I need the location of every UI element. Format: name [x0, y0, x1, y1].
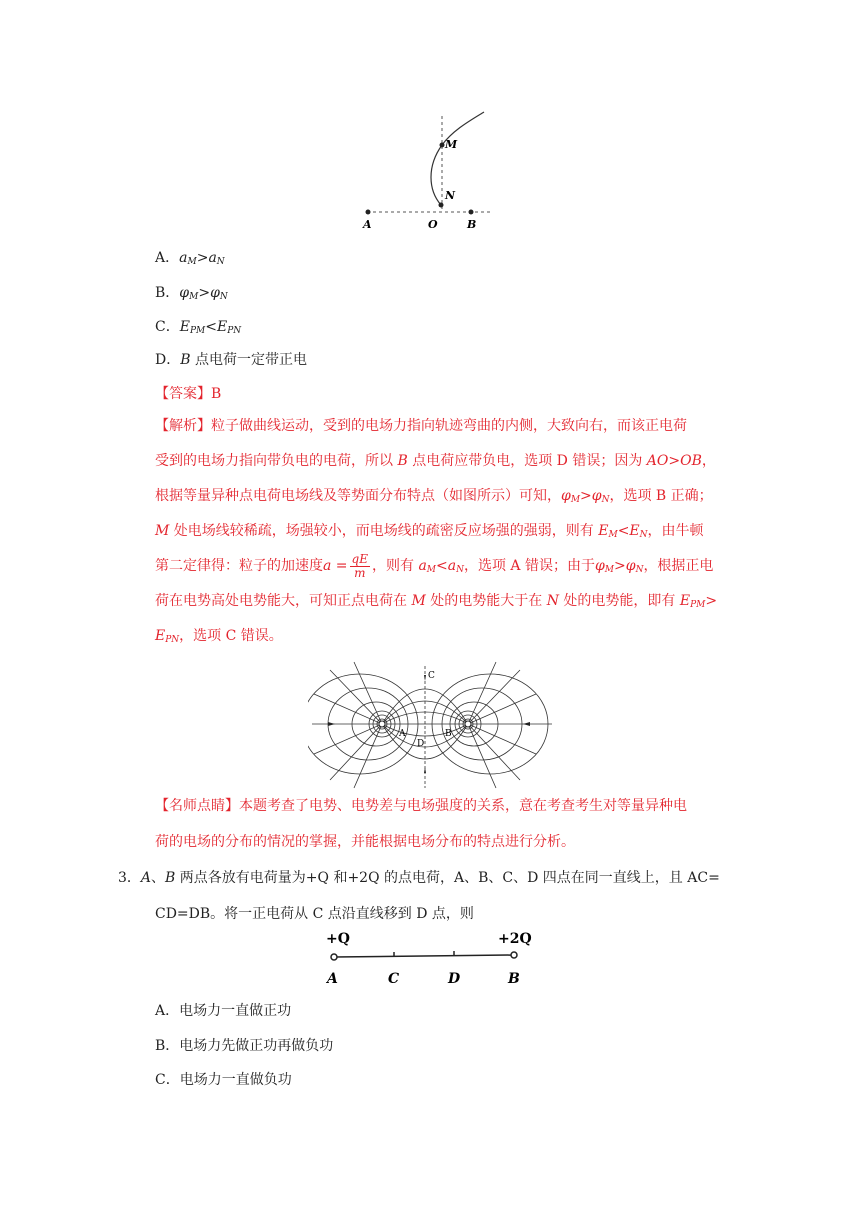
label-B: B — [467, 218, 477, 231]
fig3-label-B: B — [508, 971, 520, 987]
figure-trajectory — [355, 108, 505, 236]
fig2-label-D: D — [417, 739, 425, 749]
label-A: A — [363, 218, 372, 231]
option-a: A．$a_M>a_N$ — [155, 250, 225, 267]
fig3-charge-B: +2Q — [498, 931, 532, 947]
q3-option-c: C．电场力一直做负功 — [155, 1072, 292, 1088]
q3-option-a: A．电场力一直做正功 — [155, 1003, 292, 1019]
answer: 【答案】B — [155, 386, 222, 402]
fig2-label-B: B — [445, 729, 452, 739]
fig3-charge-A: +Q — [326, 931, 350, 947]
figure-line-charges — [318, 926, 533, 990]
option-b: B．$\varphi_M>\varphi_N$ — [155, 285, 228, 302]
fig3-label-C: C — [388, 971, 400, 987]
q3-option-b: B．电场力先做正功再做负功 — [155, 1038, 334, 1054]
fig3-label-A: A — [327, 971, 338, 987]
label-N: N — [445, 189, 456, 202]
fig2-label-C: C — [428, 671, 435, 681]
label-M: M — [445, 138, 458, 151]
question-3: 3．A、B 两点各放有电荷量为+Q 和+2Q 的点电荷，A、B、C、D 四点在同一直线上，且 AC= CD=DB。将一正电荷从 C 点沿直线移到 D 点，则 — [118, 870, 720, 922]
figure-field-lines — [308, 660, 556, 792]
fig3-label-D: D — [448, 971, 461, 987]
option-c: C．$E_{PM}<E_{PN}$ — [155, 319, 242, 336]
analysis: 【解析】粒子做曲线运动，受到的电场力指向轨迹弯曲的内侧，大致向右，而该正电荷 受到的电场力指向带负电的电荷，所以 B 点电荷应带负电，选项 D 错误；因为 AO>OB， 根据等量异种点电荷电场线及等势面分布特点（如图所示）可知，$\varphi_M>\varphi_N$，选项 B 正确； M 处电场线较稀疏，场强较小，而电场线的疏密反应场强的强弱，则有 $E_M<E_N$，由牛顿 第二定律得：粒子的加速度a = $\frac{qE}{m}$ ，则有 $a_M<a_N$，选项 A 错误；由于$\varphi_M>\varphi_N$，根据正电 荷在电势高处电势能大，可知正点电荷在 M 处的电势能大于在 N 处的电势能，即有 $E_{PM}>$ $E_{PN}$，选项 C 错误。 — [155, 418, 718, 645]
label-O: O — [428, 218, 438, 231]
option-d: D．B 点电荷一定带正电 — [155, 352, 307, 368]
tip: 【名师点睛】本题考查了电势、电势差与电场强度的关系，意在考查考生对等量异种电 荷的电场的分布的情况的掌握，并能根据电场分布的特点进行分析。 — [155, 798, 687, 850]
fig2-label-A: A — [399, 729, 406, 739]
